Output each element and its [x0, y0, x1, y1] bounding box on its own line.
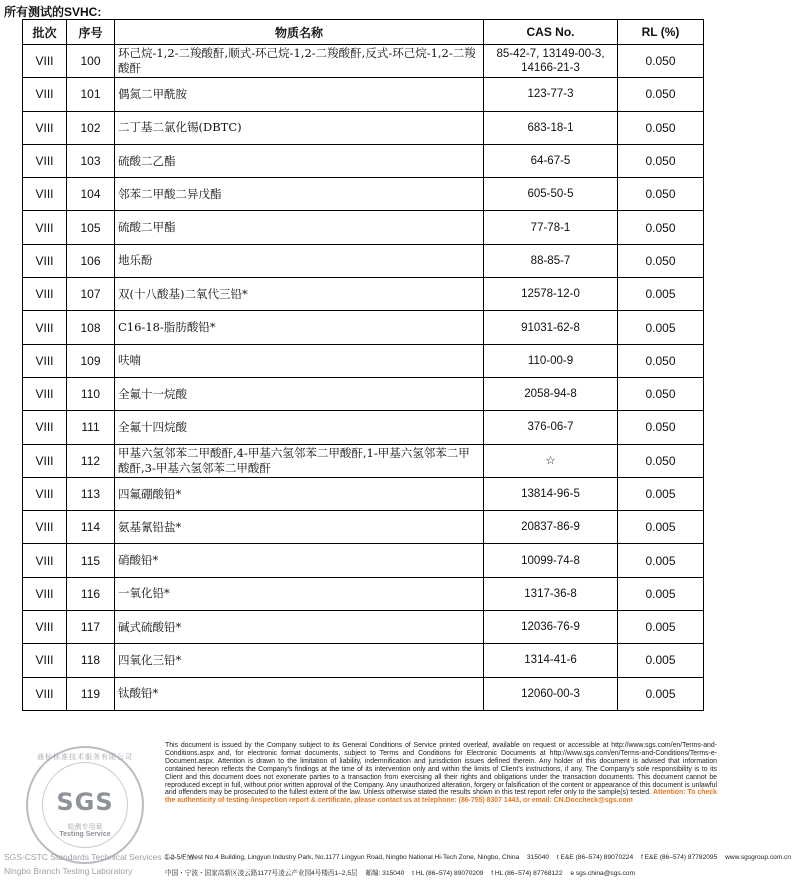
table-row — [23, 544, 704, 577]
cell-cas: 91031-62-8 — [484, 311, 618, 344]
seal-ring-text: 通标标准技术服务有限公司 — [37, 753, 133, 761]
cell-no: 113 — [67, 477, 115, 510]
legal-disclaimer — [165, 742, 717, 805]
address-cn-tel: t HL (86–574) 89070209 — [412, 870, 484, 877]
table-row — [23, 45, 704, 78]
cell-batch: VIII — [23, 211, 67, 244]
cell-rl: 0.050 — [618, 344, 704, 377]
cell-batch: VIII — [23, 244, 67, 277]
table-row — [23, 311, 704, 344]
cell-substance-name: 全氟十四烷酸 — [115, 411, 484, 444]
cell-cas: 10099-74-8 — [484, 544, 618, 577]
header-substance-name: 物质名称 — [115, 20, 484, 45]
cell-batch: VIII — [23, 344, 67, 377]
cell-no: 101 — [67, 78, 115, 111]
cell-rl: 0.005 — [618, 677, 704, 710]
cell-no: 118 — [67, 644, 115, 677]
table-row — [23, 411, 704, 444]
table-row — [23, 677, 704, 710]
cell-substance-name: 环己烷-1,2-二羧酸酐,顺式-环己烷-1,2-二羧酸酐,反式-环己烷-1,2-二羧酸酐 — [115, 45, 484, 78]
cell-cas: 1317-36-8 — [484, 577, 618, 610]
cell-substance-name: C16-18-脂肪酸铅* — [115, 311, 484, 344]
address-cn-postcode: 邮编: 315040 — [365, 870, 405, 877]
cell-substance-name: 硝酸铅* — [115, 544, 484, 577]
table-row — [23, 444, 704, 477]
cell-rl: 0.050 — [618, 111, 704, 144]
cell-rl: 0.005 — [618, 577, 704, 610]
cell-cas: 110-00-9 — [484, 344, 618, 377]
cell-substance-name: 地乐酚 — [115, 244, 484, 277]
table-row — [23, 111, 704, 144]
cell-rl: 0.050 — [618, 45, 704, 78]
svhc-table — [22, 19, 704, 711]
address-en-tel: t E&E (86–574) 89070224 — [556, 854, 634, 861]
cell-no: 102 — [67, 111, 115, 144]
cell-batch: VIII — [23, 577, 67, 610]
cell-batch: VIII — [23, 111, 67, 144]
cell-batch: VIII — [23, 611, 67, 644]
address-cn-fax: f HL (86–574) 87768122 — [491, 870, 563, 877]
cell-rl: 0.005 — [618, 511, 704, 544]
cell-cas: ☆ — [484, 444, 618, 477]
address-cn-street: 中国・宁波・国家高新区凌云路1177号凌云产业园4号楼西1–2,5层 — [165, 870, 358, 877]
cell-cas: 2058-94-8 — [484, 377, 618, 410]
cell-rl: 0.005 — [618, 477, 704, 510]
cell-substance-name: 硫酸二乙酯 — [115, 144, 484, 177]
cell-substance-name: 碱式硫酸铅* — [115, 611, 484, 644]
table-row — [23, 644, 704, 677]
cell-rl: 0.005 — [618, 611, 704, 644]
cell-rl: 0.050 — [618, 377, 704, 410]
cell-substance-name: 双(十八酸基)二氧代三铅* — [115, 278, 484, 311]
cell-substance-name: 四氧化三铅* — [115, 644, 484, 677]
cell-no: 107 — [67, 278, 115, 311]
cell-rl: 0.005 — [618, 644, 704, 677]
cell-substance-name: 一氧化铅* — [115, 577, 484, 610]
cell-substance-name: 偶氮二甲酰胺 — [115, 78, 484, 111]
cell-batch: VIII — [23, 444, 67, 477]
table-row — [23, 377, 704, 410]
cell-cas: 376-06-7 — [484, 411, 618, 444]
cell-cas: 13814-96-5 — [484, 477, 618, 510]
cell-substance-name: 全氟十一烷酸 — [115, 377, 484, 410]
table-row — [23, 144, 704, 177]
cell-rl: 0.050 — [618, 144, 704, 177]
address-en-street: 1-2-5/F West No.4 Building, Lingyun Industry Park, No.1177 Lingyun Road, Ningbo National Hi-Tech Zone, Ningbo, China — [165, 854, 520, 861]
cell-substance-name: 硫酸二甲酯 — [115, 211, 484, 244]
cell-batch: VIII — [23, 311, 67, 344]
header-no: 序号 — [67, 20, 115, 45]
seal-subtitle: 检测专用章 — [67, 823, 103, 831]
cell-rl: 0.005 — [618, 278, 704, 311]
table-row — [23, 244, 704, 277]
cell-no: 110 — [67, 377, 115, 410]
cell-batch: VIII — [23, 677, 67, 710]
cell-batch: VIII — [23, 644, 67, 677]
address-en-web: www.sgsgroup.com.cn — [725, 854, 792, 861]
cell-no: 115 — [67, 544, 115, 577]
cell-rl: 0.050 — [618, 178, 704, 211]
header-cas: CAS No. — [484, 20, 618, 45]
cell-rl: 0.050 — [618, 78, 704, 111]
cell-cas: 683-18-1 — [484, 111, 618, 144]
cell-batch: VIII — [23, 178, 67, 211]
address-line-en — [165, 854, 792, 861]
cell-no: 117 — [67, 611, 115, 644]
table-row — [23, 477, 704, 510]
cell-cas: 64-67-5 — [484, 144, 618, 177]
cell-substance-name: 邻苯二甲酸二异戊酯 — [115, 178, 484, 211]
table-row — [23, 577, 704, 610]
cell-no: 112 — [67, 444, 115, 477]
cell-cas: 605-50-5 — [484, 178, 618, 211]
table-row — [23, 511, 704, 544]
cell-substance-name: 甲基六氢邻苯二甲酸酐,4-甲基六氢邻苯二甲酸酐,1-甲基六氢邻苯二甲酸酐,3-甲基六氢邻苯二甲酸酐 — [115, 444, 484, 477]
cell-batch: VIII — [23, 544, 67, 577]
cell-cas: 85-42-7, 13149-00-3, 14166-21-3 — [484, 45, 618, 78]
cell-no: 100 — [67, 45, 115, 78]
cell-cas: 123-77-3 — [484, 78, 618, 111]
cell-cas: 12578-12-0 — [484, 278, 618, 311]
legal-text: This document is issued by the Company subject to its General Conditions of Service printed overleaf, available on request or accessible at http://www.sgs.com/en/Terms-and-Conditions.aspx and, for electronic format documents, subject to Terms and Conditions for Electronic Documents at http://www.sgs.com/en/Terms-and-Conditions/Terms-e-Document.aspx. Attention is drawn to the limitation of liability, indemnification and jurisdiction issues defined therein. Any holder of this document is advised that information contained hereon reflects the Company's findings at the time of its intervention only and within the limits of Client's instructions, if any. The Company's sole responsibility is to its Client and this document does not exonerate parties to a transaction from exercising all their rights and obligations under the transaction documents. This document cannot be reproduced except in full, without prior written approval of the Company. Any unauthorized alteration, forgery or falsification of the content or appearance of this document is unlawful and offenders may be prosecuted to the fullest extent of the law. Unless otherwise stated the results shown in this test report refer only to the sample(s) tested. — [165, 742, 717, 797]
cell-rl: 0.005 — [618, 311, 704, 344]
sgs-seal-stamp — [26, 746, 144, 864]
cell-no: 103 — [67, 144, 115, 177]
sgs-logo: SGS — [56, 788, 114, 816]
cell-substance-name: 呋喃 — [115, 344, 484, 377]
cell-rl: 0.005 — [618, 544, 704, 577]
section-heading: 所有测试的SVHC: — [4, 5, 102, 19]
attention-notice: Attention: To check the authenticity of testing /inspection report & certificate, please contact us at telephone: (86-755) 8307 1443, or email: CN.Doccheck@sgs.com — [165, 789, 717, 805]
cell-cas: 1314-41-6 — [484, 644, 618, 677]
cell-batch: VIII — [23, 477, 67, 510]
cell-no: 119 — [67, 677, 115, 710]
address-en-fax: f E&E (86–574) 87782095 — [641, 854, 718, 861]
table-row — [23, 278, 704, 311]
cell-batch: VIII — [23, 144, 67, 177]
address-cn-email: e sgs.china@sgs.com — [570, 870, 635, 877]
cell-no: 109 — [67, 344, 115, 377]
stamp-company-name: SGS-CSTC Standards Technical Services Co., Ltd. — [4, 852, 197, 862]
cell-no: 116 — [67, 577, 115, 610]
cell-batch: VIII — [23, 278, 67, 311]
cell-batch: VIII — [23, 411, 67, 444]
cell-substance-name: 钛酸铅* — [115, 677, 484, 710]
cell-no: 105 — [67, 211, 115, 244]
cell-no: 104 — [67, 178, 115, 211]
cell-substance-name: 氨基氰铅盐* — [115, 511, 484, 544]
table-row — [23, 344, 704, 377]
table-header-row — [23, 20, 704, 45]
cell-cas: 88-85-7 — [484, 244, 618, 277]
table-body — [23, 45, 704, 711]
cell-substance-name: 二丁基二氯化锡(DBTC) — [115, 111, 484, 144]
cell-batch: VIII — [23, 45, 67, 78]
cell-cas: 77-78-1 — [484, 211, 618, 244]
cell-no: 106 — [67, 244, 115, 277]
address-en-postcode: 315040 — [527, 854, 550, 861]
header-rl: RL (%) — [618, 20, 704, 45]
table-row — [23, 178, 704, 211]
table-row — [23, 611, 704, 644]
cell-rl: 0.050 — [618, 444, 704, 477]
seal-service-text: Testing Service — [59, 831, 111, 838]
cell-batch: VIII — [23, 78, 67, 111]
cell-rl: 0.050 — [618, 211, 704, 244]
cell-cas: 20837-86-9 — [484, 511, 618, 544]
cell-cas: 12060-00-3 — [484, 677, 618, 710]
cell-rl: 0.050 — [618, 244, 704, 277]
cell-no: 111 — [67, 411, 115, 444]
cell-substance-name: 四氟硼酸铅* — [115, 477, 484, 510]
cell-rl: 0.050 — [618, 411, 704, 444]
address-line-cn — [165, 867, 725, 877]
cell-cas: 12036-76-9 — [484, 611, 618, 644]
cell-no: 108 — [67, 311, 115, 344]
table-row — [23, 78, 704, 111]
report-footer — [0, 738, 792, 887]
stamp-branch-name: Ningbo Branch Testing Laboratory — [4, 866, 133, 876]
table-row — [23, 211, 704, 244]
cell-no: 114 — [67, 511, 115, 544]
cell-batch: VIII — [23, 511, 67, 544]
header-batch: 批次 — [23, 20, 67, 45]
cell-batch: VIII — [23, 377, 67, 410]
